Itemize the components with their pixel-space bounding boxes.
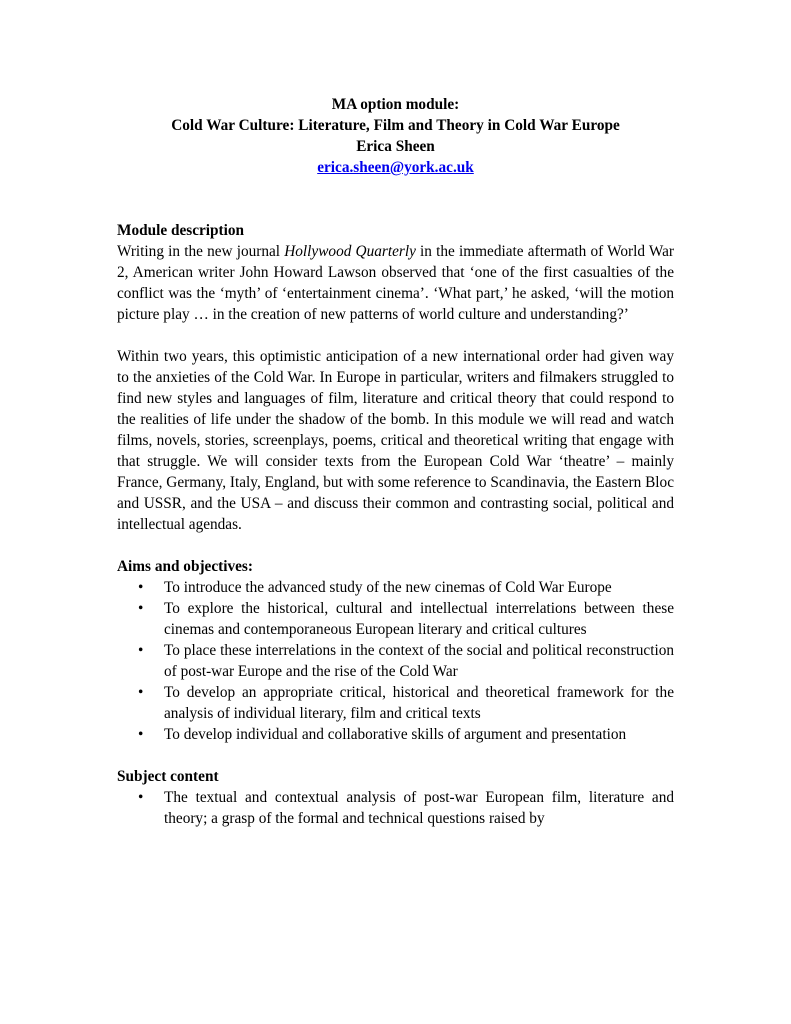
list-item: [117, 682, 674, 724]
list-item: [117, 640, 674, 682]
module-title: Cold War Culture: Literature, Film and Theory in Cold War Europe: [171, 117, 620, 134]
subject-content-list: [117, 787, 674, 829]
author-email: [117, 157, 674, 178]
list-item-text: To develop individual and collaborative skills of argument and presentation: [164, 726, 627, 743]
bullet-icon: •: [138, 579, 144, 596]
list-item: [117, 577, 674, 598]
document-page: [117, 94, 674, 829]
module-label: MA option module:: [331, 96, 460, 113]
bullet-icon: •: [138, 684, 144, 701]
spacer: [117, 745, 674, 766]
bullet-icon: •: [138, 789, 144, 806]
spacer: [117, 178, 674, 199]
p1-after: in the immediate aftermath of World War 2, American writer John Howard Lawson observed that ‘one of the first casualties of the conflict was the ‘myth’ of ‘entertainment cinema’. ‘What part,’ he asked, ‘will the motion picture play … in the creation of new patterns of world culture and understanding?’: [117, 243, 674, 323]
title-block: [117, 94, 674, 178]
email-link[interactable]: erica.sheen@york.ac.uk: [317, 159, 474, 176]
aims-heading: Aims and objectives:: [117, 558, 253, 575]
journal-title: Hollywood Quarterly: [284, 243, 416, 260]
list-item-text: To introduce the advanced study of the new cinemas of Cold War Europe: [164, 579, 612, 596]
module-description-heading: Module description: [117, 222, 245, 239]
list-item: [117, 724, 674, 745]
bullet-icon: •: [138, 642, 144, 659]
list-item: [117, 787, 674, 829]
module-description-paragraph-2: Within two years, this optimistic anticipation of a new international order had given way to the anxieties of the Cold War. In Europe in particular, writers and filmakers struggled to find new styles and languages of film, literature and critical theory that could respond to the realities of life under the shadow of the bomb. In this module we will read and watch films, novels, stories, screenplays, poems, critical and theoretical writing that engage with that struggle. We will consider texts from the European Cold War ‘theatre’ – mainly France, Germany, Italy, England, but with some reference to Scandinavia, the Eastern Bloc and USSR, and the USA – and discuss their common and contrasting social, political and intellectual agendas.: [117, 348, 674, 533]
spacer: [117, 325, 674, 346]
module-description-paragraph-1: [117, 241, 674, 325]
spacer: [117, 199, 674, 220]
p1-before: Writing in the new journal: [117, 243, 285, 260]
author-name: Erica Sheen: [356, 138, 435, 155]
list-item-text: The textual and contextual analysis of post-war European film, literature and theory; a grasp of the formal and technical questions raised by: [164, 789, 674, 827]
subject-content-heading: Subject content: [117, 768, 219, 785]
list-item-text: To explore the historical, cultural and intellectual interrelations between these cinemas and contemporaneous European literary and critical cultures: [164, 600, 674, 638]
bullet-icon: •: [138, 726, 144, 743]
bullet-icon: •: [138, 600, 144, 617]
list-item-text: To develop an appropriate critical, historical and theoretical framework for the analysis of individual literary, film and critical texts: [164, 684, 674, 722]
list-item: [117, 598, 674, 640]
aims-list: [117, 577, 674, 745]
list-item-text: To place these interrelations in the context of the social and political reconstruction of post-war Europe and the rise of the Cold War: [164, 642, 674, 680]
spacer: [117, 535, 674, 556]
